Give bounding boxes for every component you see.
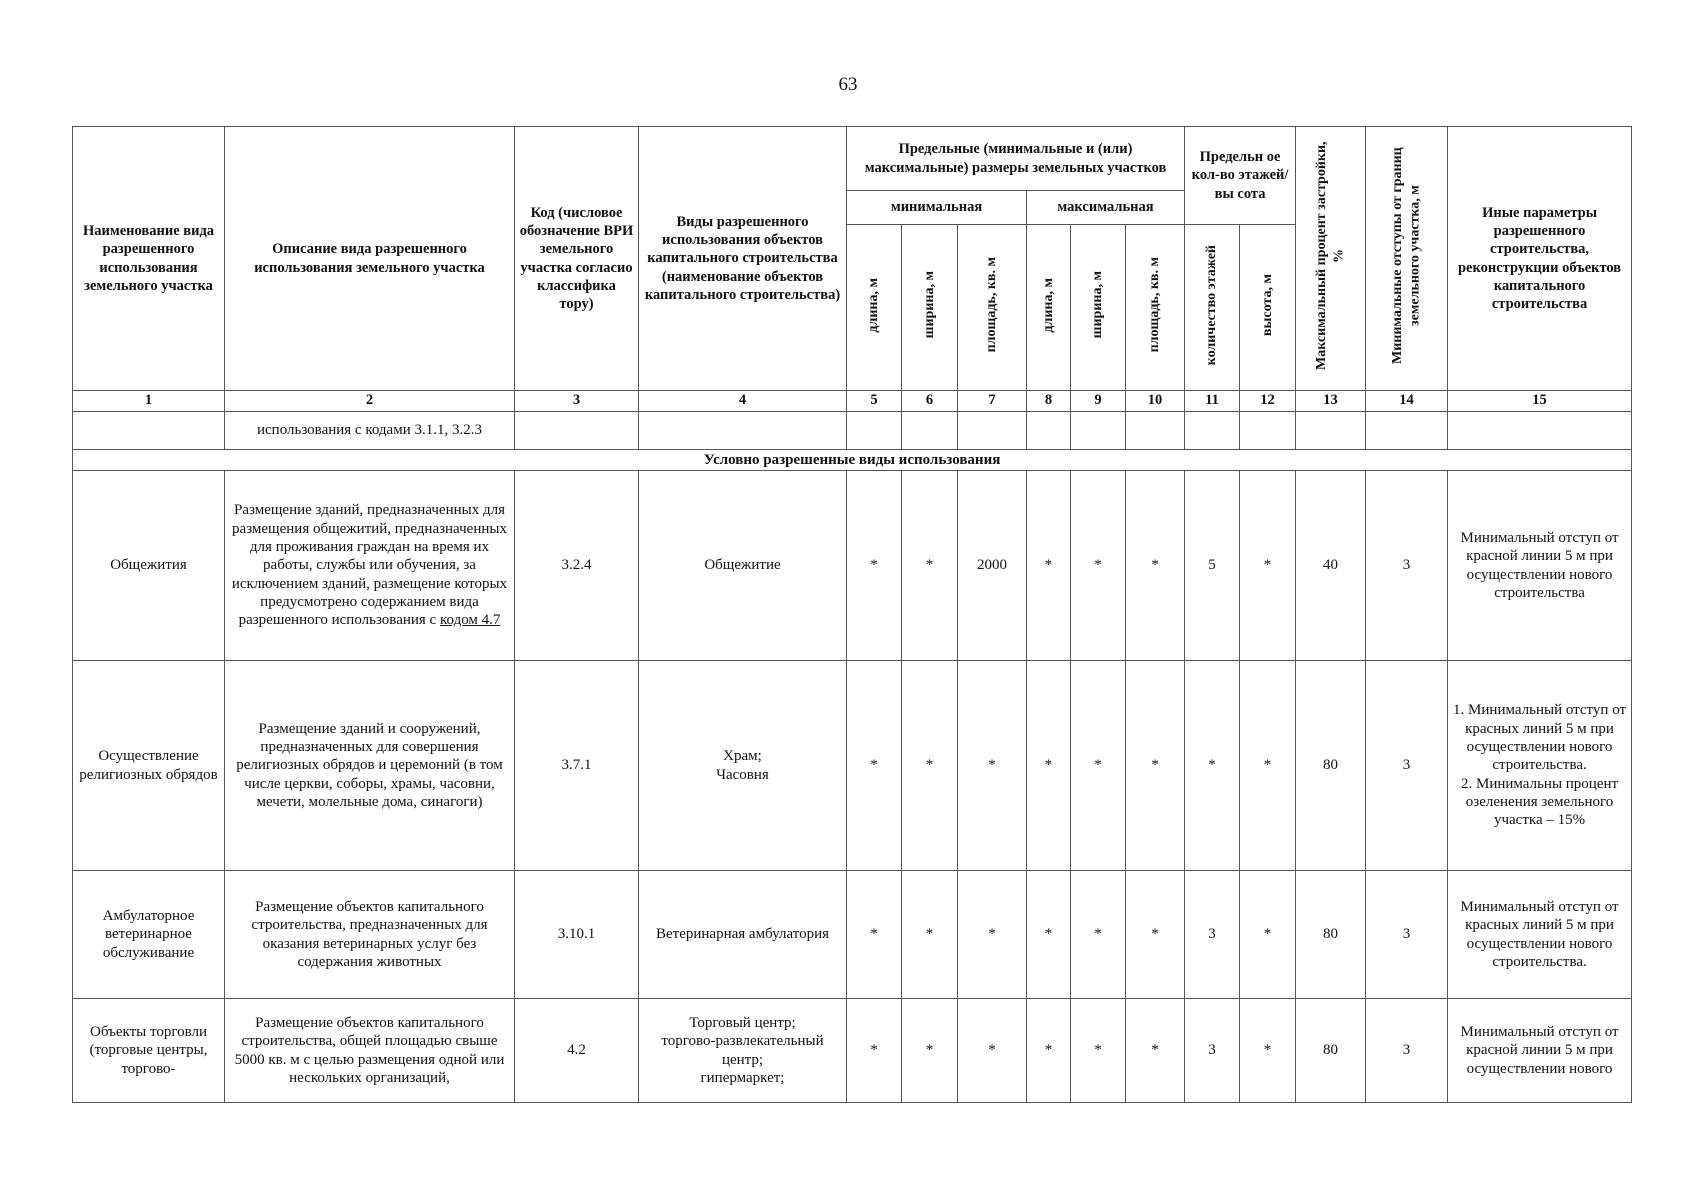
- row-floors: 3: [1185, 999, 1240, 1103]
- row-max-area: *: [1126, 999, 1185, 1103]
- header-object-types: Виды разрешенного использования объектов капитального строительства (наименование объектов капитального строительства): [639, 127, 847, 391]
- section-row: [73, 450, 1632, 471]
- column-number: 13: [1296, 391, 1366, 412]
- header-floors-group: Предельн ое кол-во этажей/вы сота: [1185, 127, 1296, 225]
- table-row: [73, 999, 1632, 1103]
- row-min-area: *: [958, 999, 1027, 1103]
- row-max-width: *: [1071, 661, 1126, 871]
- header-height: высота, м: [1240, 225, 1296, 391]
- row-objects: Общежитие: [639, 471, 847, 661]
- row-min-length: *: [847, 471, 902, 661]
- row-min-area: *: [958, 661, 1027, 871]
- row-description: Размещение зданий и сооружений, предназначенных для совершения религиозных обрядов и церемоний (в том числе церкви, соборы, храмы, часовни, мечети, молельные дома, синагоги): [225, 661, 515, 871]
- column-number: 8: [1027, 391, 1071, 412]
- row-height: *: [1240, 871, 1296, 999]
- column-number: 2: [225, 391, 515, 412]
- row-other: Минимальный отступ от красной линии 5 м при осуществлении нового: [1448, 999, 1632, 1103]
- column-number: 1: [73, 391, 225, 412]
- row-objects: Ветеринарная амбулатория: [639, 871, 847, 999]
- row-other: Минимальный отступ от красной линии 5 м при осуществлении нового строительства: [1448, 471, 1632, 661]
- page-number: 63: [838, 74, 858, 95]
- row-code: 4.2: [515, 999, 639, 1103]
- row-name: Амбулаторное ветеринарное обслуживание: [73, 871, 225, 999]
- row-percent: 80: [1296, 661, 1366, 871]
- header-name: Наименование вида разрешенного использования земельного участка: [73, 127, 225, 391]
- table-row: [73, 661, 1632, 871]
- row-objects: Торговый центр; торгово-развлекательный центр; гипермаркет;: [639, 999, 847, 1103]
- table-row: [73, 871, 1632, 999]
- column-number: 4: [639, 391, 847, 412]
- row-description: Размещение объектов капитального строительства, предназначенных для оказания ветеринарных услуг без содержания животных: [225, 871, 515, 999]
- column-number: 5: [847, 391, 902, 412]
- row-percent: 80: [1296, 999, 1366, 1103]
- row-max-length: *: [1027, 661, 1071, 871]
- header-min-area: площадь, кв. м: [958, 225, 1027, 391]
- row-code: 3.2.4: [515, 471, 639, 661]
- row-name: Общежития: [73, 471, 225, 661]
- header-maximal: максимальная: [1027, 191, 1185, 225]
- table-row: [73, 471, 1632, 661]
- header-limits: Предельные (минимальные и (или) максимальные) размеры земельных участков: [847, 127, 1185, 191]
- row-floors: 3: [1185, 871, 1240, 999]
- column-number: 3: [515, 391, 639, 412]
- row-setback: 3: [1366, 871, 1448, 999]
- land-use-table: [72, 126, 1632, 1103]
- row-name: Осуществление религиозных обрядов: [73, 661, 225, 871]
- row-description: Размещение объектов капитального строительства, общей площадью свыше 5000 кв. м с целью размещения одной или нескольких организаций,: [225, 999, 515, 1103]
- row-max-area: *: [1126, 661, 1185, 871]
- row-height: *: [1240, 999, 1296, 1103]
- header-min-width: ширина, м: [902, 225, 958, 391]
- row-min-width: *: [902, 471, 958, 661]
- column-number: 11: [1185, 391, 1240, 412]
- header-max-area: площадь, кв. м: [1126, 225, 1185, 391]
- section-title: Условно разрешенные виды использования: [73, 450, 1632, 471]
- row-max-length: *: [1027, 471, 1071, 661]
- column-number: 10: [1126, 391, 1185, 412]
- row-other: Минимальный отступ от красных линий 5 м при осуществлении нового строительства.: [1448, 871, 1632, 999]
- row-setback: 3: [1366, 471, 1448, 661]
- column-number: 14: [1366, 391, 1448, 412]
- continuation-description: использования с кодами 3.1.1, 3.2.3: [225, 412, 515, 450]
- row-max-length: *: [1027, 999, 1071, 1103]
- header-floors: количество этажей: [1185, 225, 1240, 391]
- row-code: 3.7.1: [515, 661, 639, 871]
- column-number: 6: [902, 391, 958, 412]
- column-number-row: [73, 391, 1632, 412]
- continuation-row: [73, 412, 1632, 450]
- header-max-percent: Максимальный процент застройки, %: [1296, 127, 1366, 391]
- header-max-width: ширина, м: [1071, 225, 1126, 391]
- row-max-length: *: [1027, 871, 1071, 999]
- row-code: 3.10.1: [515, 871, 639, 999]
- row-percent: 80: [1296, 871, 1366, 999]
- header-description: Описание вида разрешенного использования земельного участка: [225, 127, 515, 391]
- column-number: 15: [1448, 391, 1632, 412]
- header-other-params: Иные параметры разрешенного строительства, реконструкции объектов капитального строительства: [1448, 127, 1632, 391]
- row-percent: 40: [1296, 471, 1366, 661]
- column-number: 7: [958, 391, 1027, 412]
- row-max-width: *: [1071, 471, 1126, 661]
- row-min-length: *: [847, 871, 902, 999]
- row-max-width: *: [1071, 999, 1126, 1103]
- row-description: Размещение зданий, предназначенных для размещения общежитий, предназначенных для проживания граждан на время их работы, службы или обучения, за исключением зданий, размещение которых предусмотрено содержанием вида разрешенного использования с кодом 4.7: [225, 471, 515, 661]
- header-min-setbacks: Минимальные отступы от границ земельного участка, м: [1366, 127, 1448, 391]
- column-number: 12: [1240, 391, 1296, 412]
- header-min-length: длина, м: [847, 225, 902, 391]
- row-floors: *: [1185, 661, 1240, 871]
- row-name: Объекты торговли (торговые центры, торгово-: [73, 999, 225, 1103]
- row-min-area: *: [958, 871, 1027, 999]
- column-number: 9: [1071, 391, 1126, 412]
- row-max-area: *: [1126, 871, 1185, 999]
- code-reference: кодом 4.7: [439, 612, 501, 629]
- row-other: 1. Минимальный отступ от красных линий 5 м при осуществлении нового строительства. 2. Минимальны процент озеленения земельного участка – 15%: [1448, 661, 1632, 871]
- row-min-width: *: [902, 871, 958, 999]
- header-minimal: минимальная: [847, 191, 1027, 225]
- row-setback: 3: [1366, 661, 1448, 871]
- row-setback: 3: [1366, 999, 1448, 1103]
- row-max-area: *: [1126, 471, 1185, 661]
- row-min-length: *: [847, 661, 902, 871]
- row-min-width: *: [902, 661, 958, 871]
- row-max-width: *: [1071, 871, 1126, 999]
- row-height: *: [1240, 471, 1296, 661]
- row-min-area: 2000: [958, 471, 1027, 661]
- row-objects: Храм; Часовня: [639, 661, 847, 871]
- header-code: Код (числовое обозначение ВРИ земельного участка согласио классифика тору): [515, 127, 639, 391]
- row-floors: 5: [1185, 471, 1240, 661]
- row-min-length: *: [847, 999, 902, 1103]
- row-height: *: [1240, 661, 1296, 871]
- header-max-length: длина, м: [1027, 225, 1071, 391]
- row-min-width: *: [902, 999, 958, 1103]
